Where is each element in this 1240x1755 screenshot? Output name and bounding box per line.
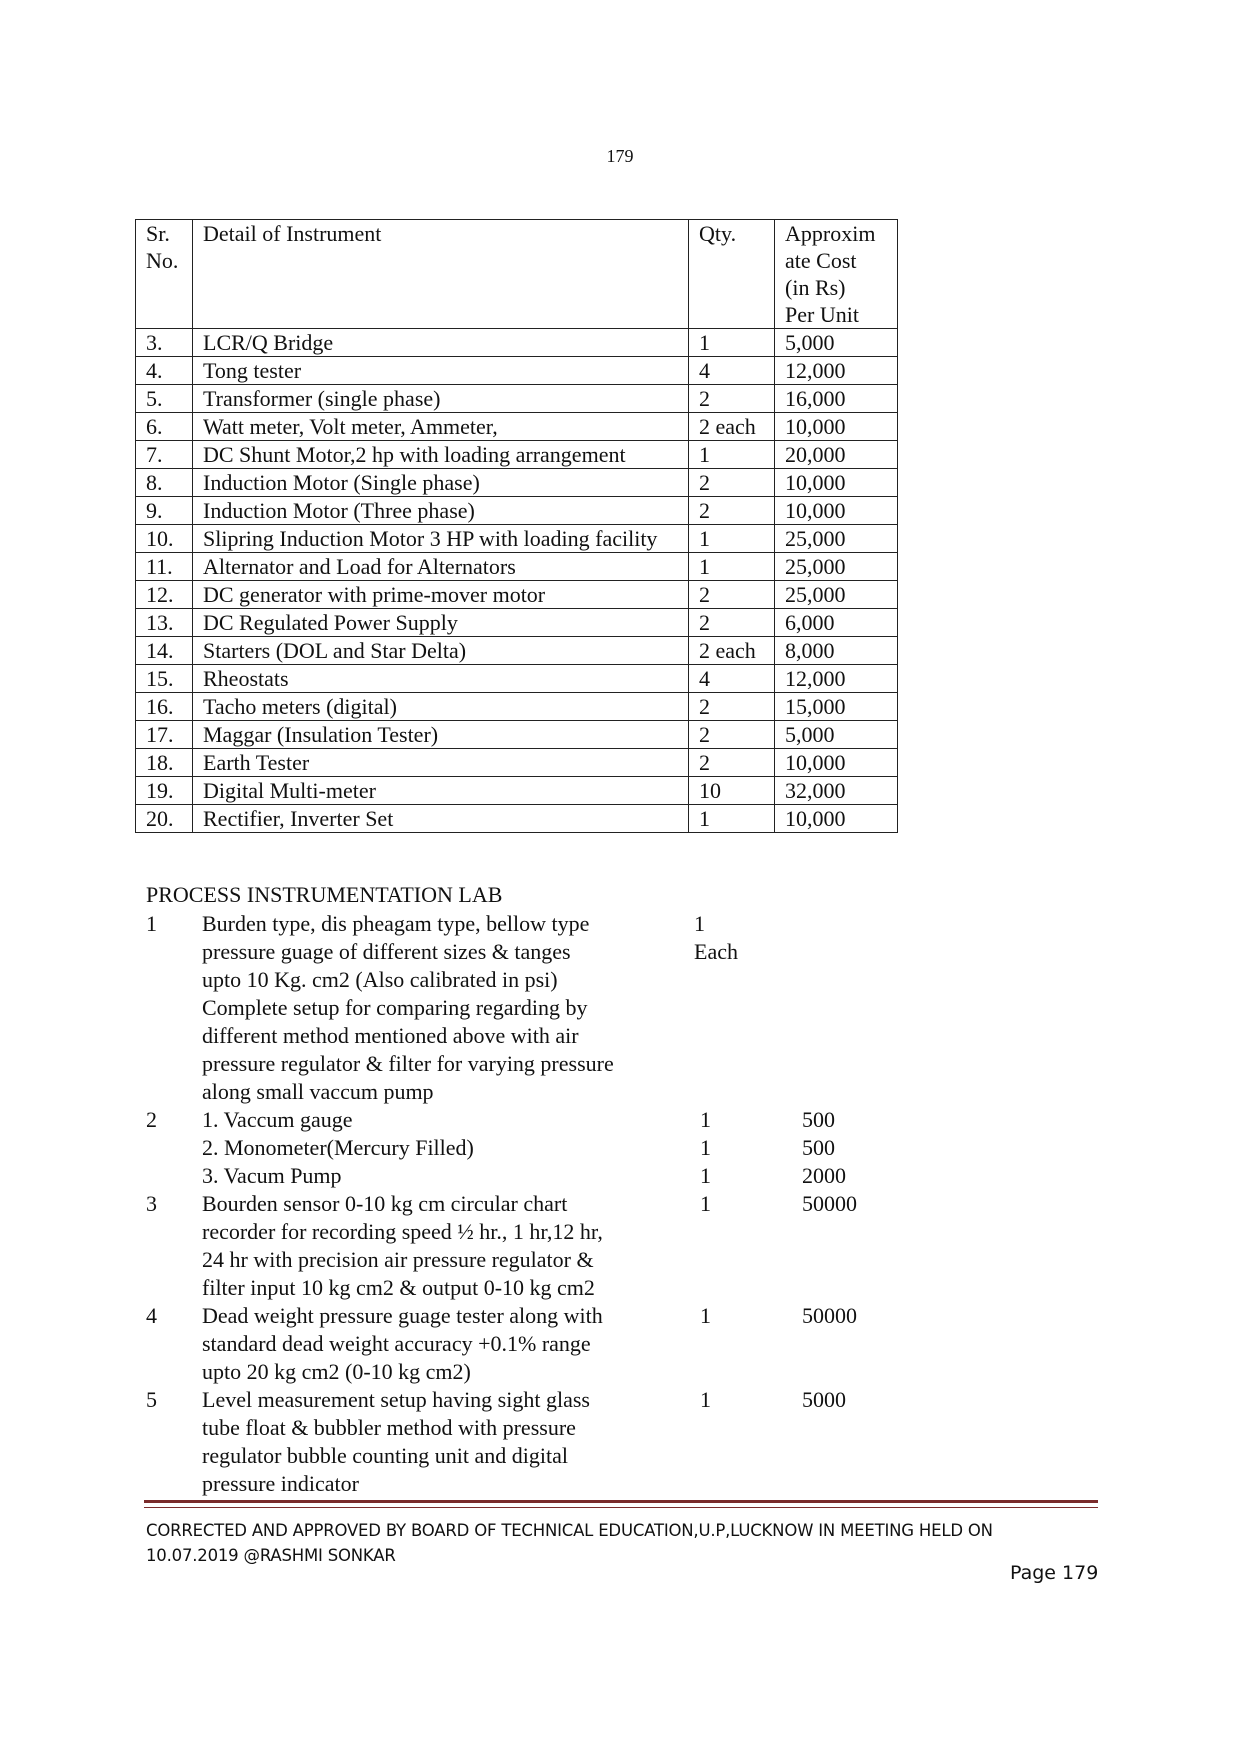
cell-cost: 12,000 [775, 665, 898, 693]
cell-detail: Earth Tester [193, 749, 689, 777]
table-row [136, 777, 898, 805]
lab-item-qty: 1 Each [694, 911, 738, 964]
cell-sr-no: 15. [136, 665, 193, 693]
cell-qty: 2 each [689, 637, 775, 665]
cell-sr-no: 4. [136, 357, 193, 385]
cell-detail: Slipring Induction Motor 3 HP with loading facility [193, 525, 689, 553]
cell-qty: 1 [689, 525, 775, 553]
lab-item-number: 5 [146, 1387, 157, 1412]
lab-item-qty: 1 [700, 1387, 711, 1412]
cell-detail: DC Shunt Motor,2 hp with loading arrangement [193, 441, 689, 469]
cell-detail: DC Regulated Power Supply [193, 609, 689, 637]
cell-detail: DC generator with prime-mover motor [193, 581, 689, 609]
cell-sr-no: 17. [136, 721, 193, 749]
cell-cost: 5,000 [775, 329, 898, 357]
lab-item-number: 1 [146, 911, 157, 936]
lab-item-number: 4 [146, 1303, 157, 1328]
cell-detail: Rheostats [193, 665, 689, 693]
cell-detail: Maggar (Insulation Tester) [193, 721, 689, 749]
cell-cost: 25,000 [775, 525, 898, 553]
cell-cost: 6,000 [775, 609, 898, 637]
cell-sr-no: 8. [136, 469, 193, 497]
table-row [136, 553, 898, 581]
cell-qty: 1 [689, 441, 775, 469]
cell-cost: 20,000 [775, 441, 898, 469]
cell-qty: 10 [689, 777, 775, 805]
table-row [136, 385, 898, 413]
cell-cost: 5,000 [775, 721, 898, 749]
header-sr-no: Sr. No. [136, 220, 193, 329]
cell-sr-no: 9. [136, 497, 193, 525]
cell-qty: 2 [689, 497, 775, 525]
cell-cost: 12,000 [775, 357, 898, 385]
header-qty: Qty. [689, 220, 775, 329]
footer-divider-secondary [144, 1507, 1098, 1508]
lab-subitem-cost: 2000 [802, 1163, 846, 1188]
cell-detail: LCR/Q Bridge [193, 329, 689, 357]
lab-item-description: Dead weight pressure guage tester along with standard dead weight accuracy +0.1% range upto 20 kg cm2 (0-10 kg cm2) [202, 1303, 603, 1384]
cell-qty: 2 [689, 385, 775, 413]
table-row [136, 609, 898, 637]
cell-cost: 10,000 [775, 469, 898, 497]
cell-qty: 2 [689, 581, 775, 609]
cell-sr-no: 14. [136, 637, 193, 665]
table-row [136, 441, 898, 469]
cell-detail: Induction Motor (Single phase) [193, 469, 689, 497]
cell-sr-no: 7. [136, 441, 193, 469]
page-number-top: 179 [606, 146, 634, 166]
lab-item-number: 2 [146, 1107, 157, 1132]
footer-divider [144, 1500, 1098, 1503]
footer-approval-note [146, 1518, 1106, 1568]
lab-item-qty: 1 [700, 1191, 711, 1216]
cell-cost: 25,000 [775, 553, 898, 581]
footer-line-1: CORRECTED AND APPROVED BY BOARD OF TECHNICAL EDUCATION,U.P,LUCKNOW IN MEETING HELD ON [146, 1521, 993, 1540]
cell-qty: 2 each [689, 413, 775, 441]
table-row [136, 693, 898, 721]
cell-detail: Rectifier, Inverter Set [193, 805, 689, 833]
lab-subitem-description: 2. Monometer(Mercury Filled) [202, 1135, 474, 1160]
page-label: Page 179 [1010, 1562, 1099, 1584]
cell-qty: 1 [689, 329, 775, 357]
cell-cost: 25,000 [775, 581, 898, 609]
table-header-row [136, 220, 898, 329]
lab-item-description: Level measurement setup having sight glass tube float & bubbler method with pressure regulator bubble counting unit and digital pressure indicator [202, 1387, 590, 1496]
table-row [136, 721, 898, 749]
lab-subitem-qty: 1 [700, 1135, 711, 1160]
table-row [136, 581, 898, 609]
cell-qty: 1 [689, 805, 775, 833]
cell-detail: Digital Multi-meter [193, 777, 689, 805]
lab-item-cost: 50000 [802, 1191, 857, 1216]
table-row [136, 497, 898, 525]
cell-sr-no: 11. [136, 553, 193, 581]
cell-qty: 2 [689, 469, 775, 497]
table-row [136, 469, 898, 497]
lab-item-cost: 50000 [802, 1303, 857, 1328]
cell-cost: 10,000 [775, 413, 898, 441]
lab-item-description: Burden type, dis pheagam type, bellow type pressure guage of different sizes & tanges upto 10 Kg. cm2 (Also calibrated in psi) Complete setup for comparing regarding by different method mentioned above with air pressure regulator & filter for varying pressure along small vaccum pump [202, 911, 614, 1104]
cell-cost: 10,000 [775, 497, 898, 525]
cell-detail: Induction Motor (Three phase) [193, 497, 689, 525]
cell-sr-no: 16. [136, 693, 193, 721]
footer-line-2: 10.07.2019 @RASHMI SONKAR [146, 1546, 396, 1565]
cell-detail: Tong tester [193, 357, 689, 385]
cell-cost: 8,000 [775, 637, 898, 665]
cell-detail: Tacho meters (digital) [193, 693, 689, 721]
cell-sr-no: 3. [136, 329, 193, 357]
table-row [136, 329, 898, 357]
cell-sr-no: 6. [136, 413, 193, 441]
cell-detail: Alternator and Load for Alternators [193, 553, 689, 581]
cell-sr-no: 19. [136, 777, 193, 805]
lab-item-cost: 5000 [802, 1387, 846, 1412]
lab-subitem-qty: 1 [700, 1107, 711, 1132]
cell-qty: 4 [689, 357, 775, 385]
cell-cost: 10,000 [775, 805, 898, 833]
cell-sr-no: 10. [136, 525, 193, 553]
lab-heading: PROCESS INSTRUMENTATION LAB [146, 882, 503, 907]
cell-sr-no: 5. [136, 385, 193, 413]
cell-detail: Starters (DOL and Star Delta) [193, 637, 689, 665]
cell-qty: 2 [689, 721, 775, 749]
cell-sr-no: 12. [136, 581, 193, 609]
lab-subitem-cost: 500 [802, 1135, 835, 1160]
header-detail: Detail of Instrument [193, 220, 689, 329]
cell-cost: 32,000 [775, 777, 898, 805]
cell-qty: 4 [689, 665, 775, 693]
cell-sr-no: 20. [136, 805, 193, 833]
lab-item-description: Bourden sensor 0-10 kg cm circular chart recorder for recording speed ½ hr., 1 hr,12 hr, 24 hr with precision air pressure regulator & filter input 10 kg cm2 & output 0-10 kg cm2 [202, 1191, 603, 1300]
lab-subitem-description: 3. Vacum Pump [202, 1163, 342, 1188]
header-cost: Approxim ate Cost (in Rs) Per Unit [775, 220, 898, 329]
lab-subitem-qty: 1 [700, 1163, 711, 1188]
lab-item-number: 3 [146, 1191, 157, 1216]
table-row [136, 805, 898, 833]
lab-subitem-description: 1. Vaccum gauge [202, 1107, 353, 1132]
cell-cost: 16,000 [775, 385, 898, 413]
lab-item-qty: 1 [700, 1303, 711, 1328]
table-row [136, 637, 898, 665]
cell-sr-no: 13. [136, 609, 193, 637]
table-row [136, 357, 898, 385]
cell-detail: Transformer (single phase) [193, 385, 689, 413]
cell-detail: Watt meter, Volt meter, Ammeter, [193, 413, 689, 441]
cell-sr-no: 18. [136, 749, 193, 777]
table-row [136, 665, 898, 693]
table-row [136, 413, 898, 441]
lab-subitem-cost: 500 [802, 1107, 835, 1132]
cell-qty: 2 [689, 609, 775, 637]
cell-cost: 15,000 [775, 693, 898, 721]
cell-qty: 2 [689, 693, 775, 721]
instrument-table [135, 219, 898, 833]
cell-qty: 2 [689, 749, 775, 777]
cell-cost: 10,000 [775, 749, 898, 777]
table-row [136, 525, 898, 553]
cell-qty: 1 [689, 553, 775, 581]
table-row [136, 749, 898, 777]
